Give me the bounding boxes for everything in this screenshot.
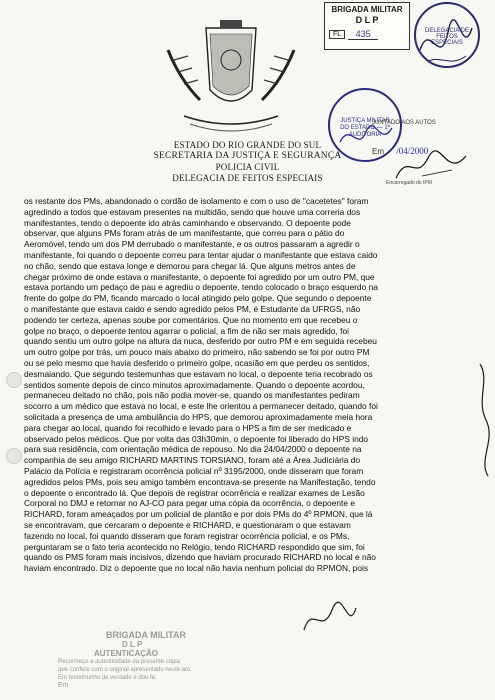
text-line: manifestantes, tendo o depoente ido atrás caminhando e observando. O depoente pode — [24, 217, 351, 228]
stamp-dlp: D L P — [355, 15, 379, 25]
text-line: sentidos somente depois de cinco minutos aproximadamente. Quando o depoente acordou, — [24, 379, 365, 390]
text-line: estava portando um pedaço de pau e agrediu o depoente, tendo colocado o braço esquerdo na — [24, 282, 378, 293]
brigada-militar-stamp — [324, 2, 410, 50]
text-line: podendo ter certeza, apenas soube por comentários. Que no momento em que recebeu o — [24, 314, 358, 325]
auth-dlp: D L P — [122, 640, 143, 649]
text-line: observar, que alguns PMs foram atrás de um manifestante, que correu para o pátio do — [24, 228, 345, 239]
juntado-date: /04/2000 — [396, 146, 429, 156]
text-line: quando os PMS foram mais incisivos, dizendo que haviam procurado RICHARD no local e não — [24, 552, 376, 563]
text-line: quando sentiu um outro golpe na altura da nuca, desferido por outro PM e em seguida recebeu — [24, 336, 377, 347]
header-policia: POLICIA CIVIL — [215, 162, 280, 172]
punch-hole — [6, 448, 22, 464]
text-line: RICHARD, foram ameaçados por um policial de plantão e por dois PMs do 4º RPMON, que lá — [24, 509, 373, 520]
text-line: um outro golpe por trás, um pouco mais abaixo do primeiro, não sabendo se foi por outro PM — [24, 347, 370, 358]
text-line: perguntaram se o fato teria acontecido no Relógio, tendo RICHARD respondido que sim, foi — [24, 541, 365, 552]
signature-bottom — [300, 600, 360, 640]
text-line: permaneceu deitado no chão, pois não podia mover-se, quando os manifestantes pediram — [24, 390, 360, 401]
text-line: Aeromóvel, tendo um dos PM derrubado o manifestante, e os outros passaram a agredir o — [24, 239, 360, 250]
header-state: ESTADO DO RIO GRANDE DO SUL — [173, 140, 322, 150]
auth-autenticacao: AUTENTICAÇÃO — [94, 649, 158, 658]
text-line: para chegar ao local, quando foi recolhido e levado para o HPS a fim de ser medicado e — [24, 422, 352, 433]
coat-of-arms-icon — [160, 20, 302, 140]
stamp-fl-number: 435 — [348, 29, 378, 40]
document-header — [0, 140, 495, 184]
punch-hole — [6, 372, 22, 388]
text-line: se encontravam, que cercaram o depoente e RICHARD, e questionaram o que estavam — [24, 519, 351, 530]
text-line: fazendo no local, foi quando disseram que foram registrar ocorrência policial, e os PMs, — [24, 530, 350, 541]
justica-ring-text: JUSTIÇA MILITAR DO ESTADO — 1ª AUDITORIA — [340, 118, 390, 139]
text-line: frente do golpe do PM, ficando marcado o local atingido pelo golpe. Que segundo o depoente — [24, 293, 372, 304]
stamp-fl-label: FL — [329, 30, 345, 39]
text-line: Corporal no DMJ e retornar no AJ-CO para pegar uma cópia da ocorrência, o depoente e — [24, 498, 355, 509]
header-delegacia: DELEGACIA DE FEITOS ESPECIAIS — [172, 173, 323, 183]
text-line: o manifestante que estava caido e sendo agredido pelos PM, é Estudante da UFRGS, não — [24, 303, 361, 314]
text-line: desmaiando. Que segundo testemunhas que estavam no local, o depoente teria recobrado os — [24, 368, 373, 379]
auth-em-label: Em — [58, 682, 69, 689]
text-line: companhia de seu amigo RICHARD MARTINS TORSIANO, foram até a Área Judiciária do — [24, 455, 361, 466]
text-line: golpe no braço, o depoente tentou agarrar o policial, a fim de não ser mais agredido, foi — [24, 325, 349, 336]
text-line: ou se pelo mesmo que havia desferido o primeiro golpe, ocasião em que perdeu os sentidos, — [24, 357, 370, 368]
text-line: agredindo a todos que estavam presentes na multidão, sendo que houve uma correria dos — [24, 206, 361, 217]
auth-line1: Reconheço a autenticidade da presente cópia — [58, 659, 181, 665]
text-line: solicitada a presença de uma ambulância do HPS, que demorou aproximadamente meia hora — [24, 411, 373, 422]
encarregado-ipm: Encarregado do IPM — [386, 180, 432, 186]
text-line: no chão, sendo que estava longe e demorou para chegar lá. Que alguns metros antes de — [24, 260, 356, 271]
text-line: Palácio da Polícia e registraram ocorrência policial nº 3195/2000, onde disseram que foram — [24, 465, 364, 476]
text-line: manifestante, foi quando o depoente correu para tentar ajudar o manifestante que estava caido — [24, 249, 378, 260]
header-secretaria: SECRETARIA DA JUSTIÇA E SEGURANÇA — [153, 151, 342, 161]
text-line: chegar próximo de onde estava o manifestante, o depoente foi agredido por um outro PM, que — [24, 271, 375, 282]
text-line: o depoente o encontrado lá. Que depois de registrar ocorrência e realizar exames de Lesão — [24, 487, 365, 498]
testimony-text — [24, 196, 468, 574]
text-line: agredidos pelos PMs, pois seu amigo também encontrava-se presente na Manifestação, tendo — [24, 476, 376, 487]
auth-title: BRIGADA MILITAR — [106, 630, 186, 640]
juntado-aos-autos — [372, 120, 482, 126]
authentication-stamp — [58, 630, 258, 689]
text-line: observado pelos médicos. Que por volta das 03h30min, o depoente foi liberado do HPS indo — [24, 433, 369, 444]
text-line: socorro a um médico que estava no local, e este lhe orientou a permanecer deitado, quando foi — [24, 401, 378, 412]
margin-scribble — [474, 360, 494, 480]
text-line: haviam encontrado. Diz o depoente que no local não havia nenhum policial do RPMON, pois — [24, 563, 369, 574]
signature-top — [410, 10, 480, 80]
text-line: os restante dos PMs, abandonado o cordão de isolamento e com o uso de "cacetetes" foram — [24, 196, 369, 206]
seal-ring-text: DELEGACIA DE FEITOS ESPECIAIS — [424, 28, 469, 46]
stamp-title: BRIGADA MILITAR — [331, 5, 403, 14]
auth-line2: que confere com o original apresentado neste ato. — [58, 667, 192, 673]
text-line: para sua residência, com orientação médica de repouso. No dia 24/04/2000 o depoente na — [24, 444, 362, 455]
auth-line3: Em testemunho de verdade e dou fé. — [58, 675, 157, 681]
em-label: Em — [372, 147, 384, 156]
juntado-line: JUNTADO AOS AUTOS — [372, 120, 436, 126]
